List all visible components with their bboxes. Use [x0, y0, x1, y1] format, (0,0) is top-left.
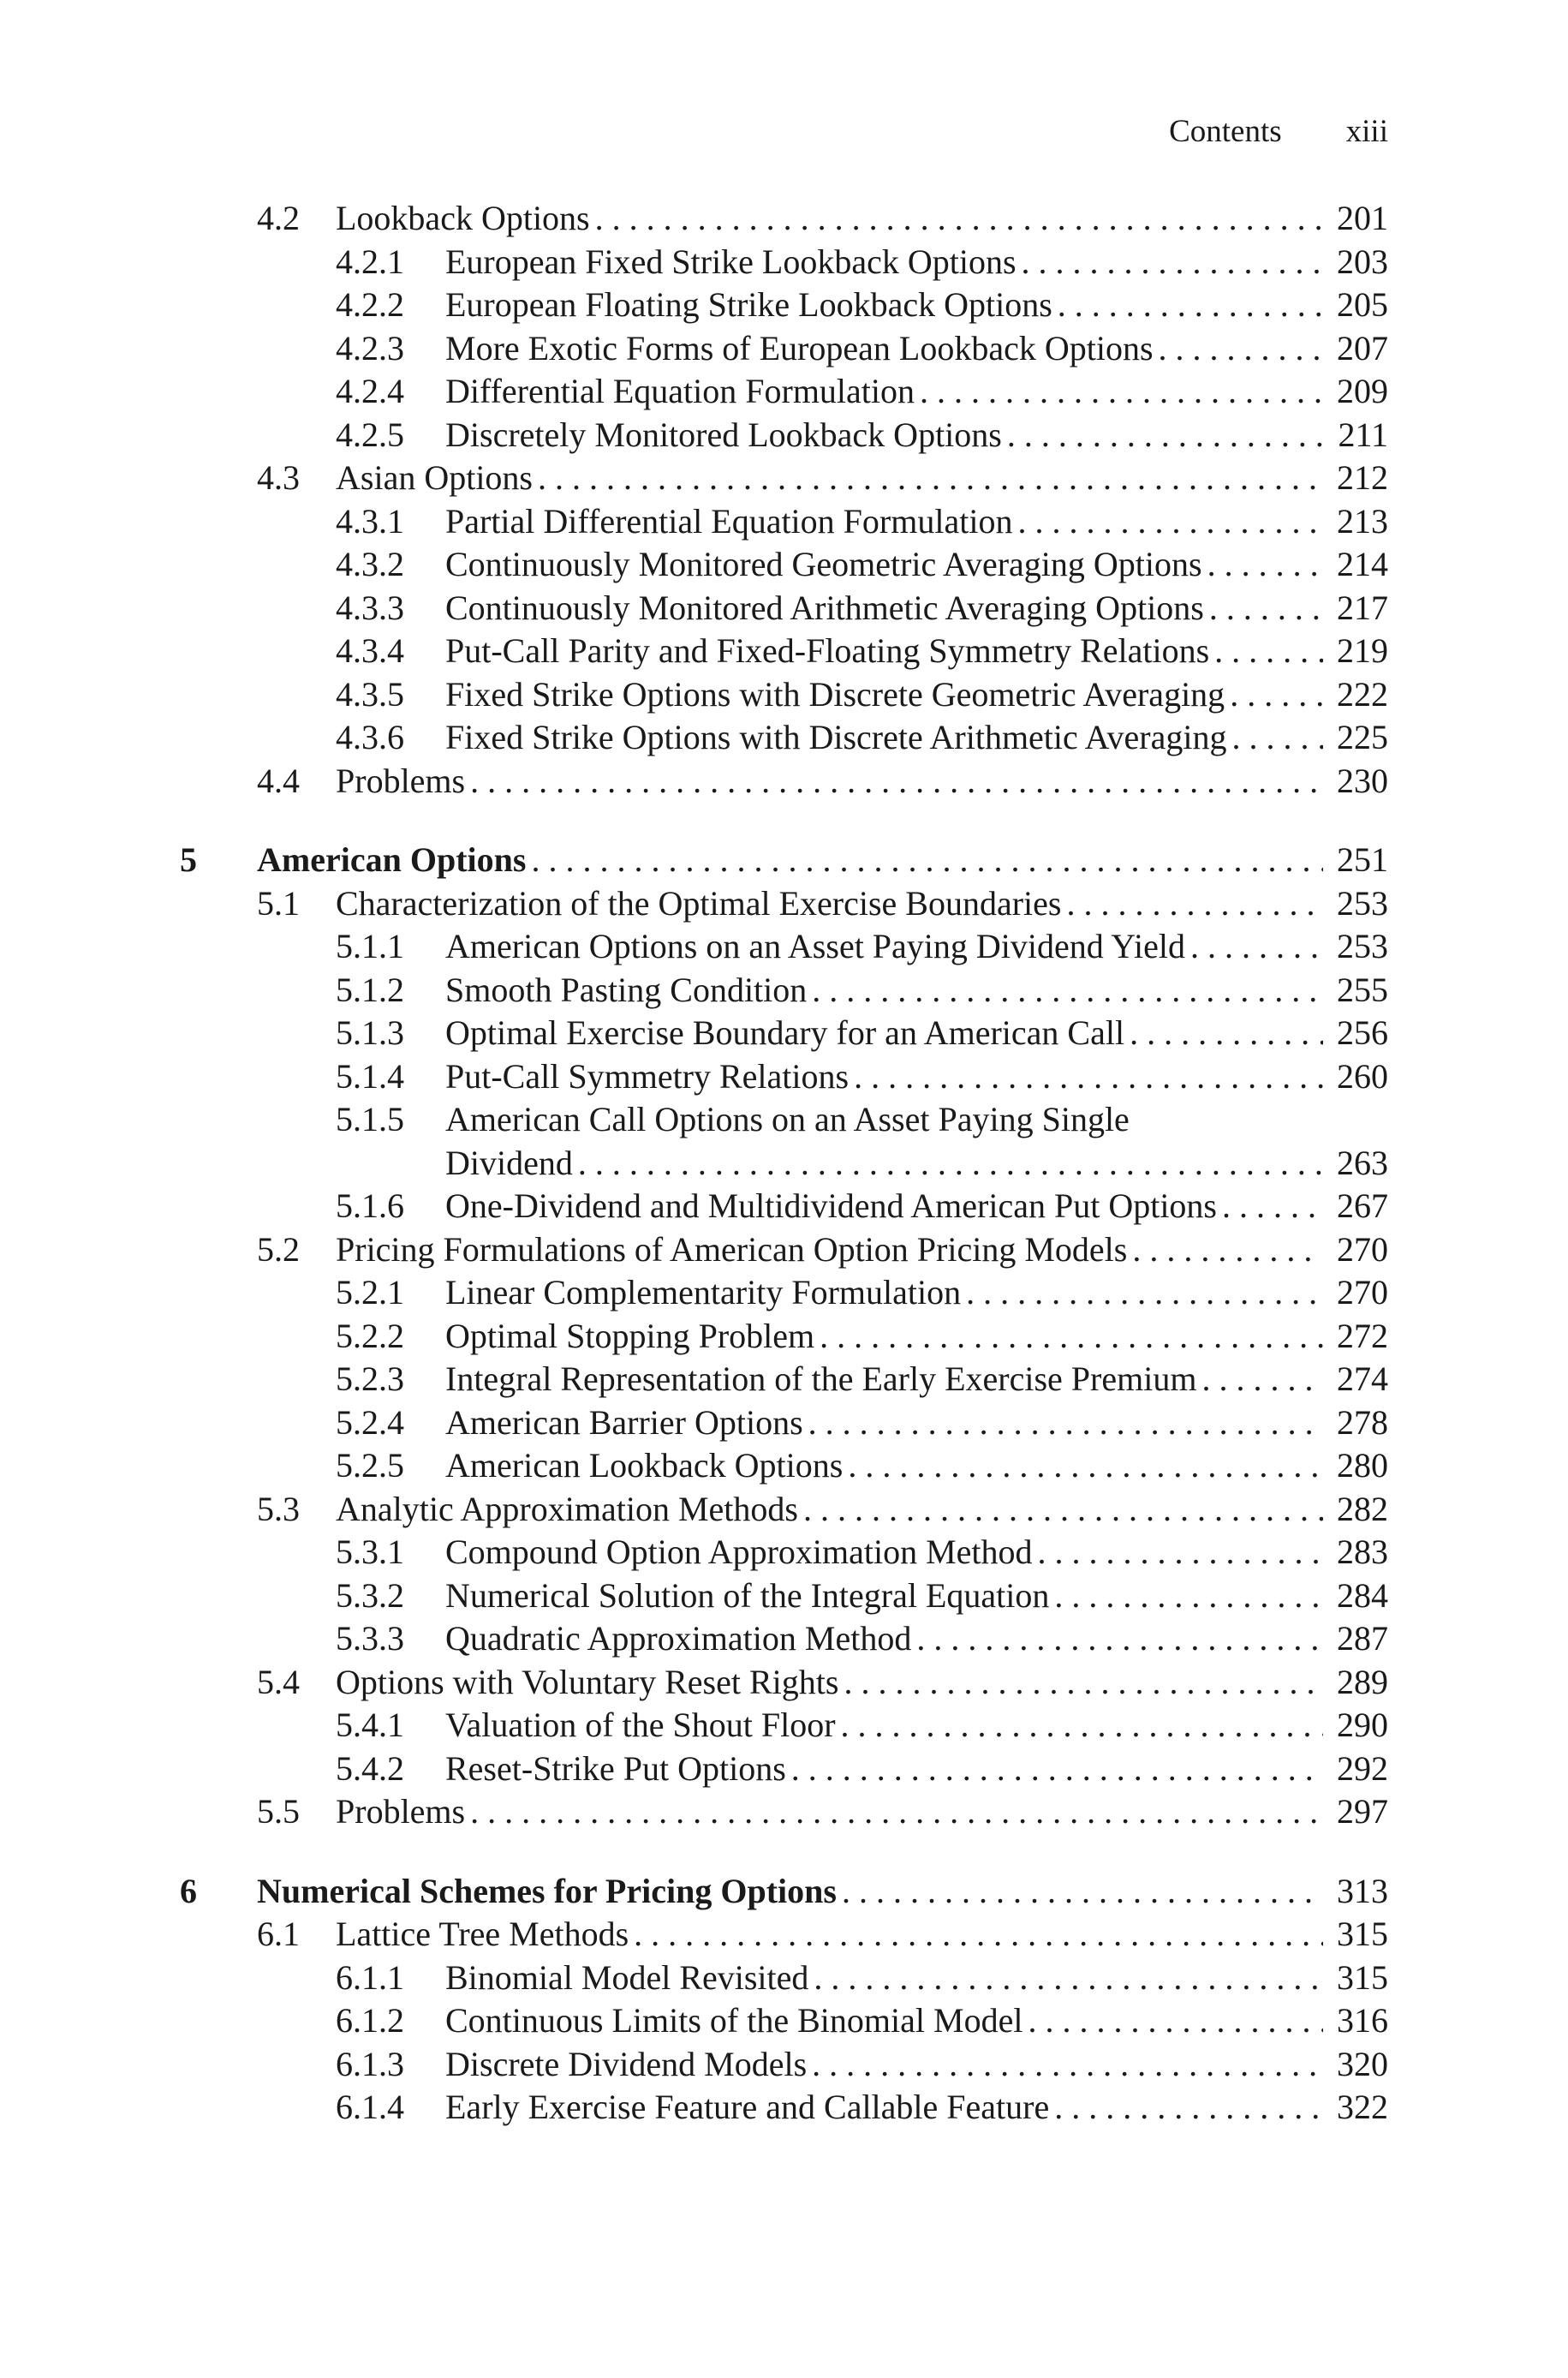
toc-entry-title: Differential Equation Formulation — [445, 372, 915, 410]
dot-leader — [1007, 414, 1323, 457]
toc-entry-title: Integral Representation of the Early Exercise Premium — [445, 1359, 1197, 1398]
toc-entry-number: 4.3.1 — [336, 501, 404, 541]
toc-entry[interactable] — [0, 969, 1568, 1012]
toc-entry-page: 292 — [1337, 1748, 1388, 1788]
toc-entry-page: 209 — [1337, 372, 1388, 410]
toc-entry-title: Binomial Model Revisited — [445, 1957, 809, 1997]
dot-leader — [1130, 1012, 1323, 1055]
toc-entry-title: Numerical Solution of the Integral Equation — [445, 1575, 1050, 1615]
dot-leader — [848, 1444, 1323, 1487]
toc-entry-title: Pricing Formulations of American Option Pricing Models — [336, 1229, 1128, 1269]
toc-entry[interactable] — [0, 1957, 1568, 1999]
dot-leader — [1230, 673, 1323, 716]
toc-entry-page: 212 — [1337, 458, 1388, 497]
toc-entry-number: 5.2 — [257, 1229, 300, 1269]
toc-entry-title: Lattice Tree Methods — [336, 1915, 629, 1953]
toc-entry-number: 6.1.1 — [336, 1957, 404, 1997]
dot-leader — [1022, 241, 1323, 284]
toc-entry-page: 289 — [1337, 1662, 1388, 1701]
toc-entry-page: 219 — [1337, 631, 1388, 670]
dot-leader — [854, 1055, 1323, 1098]
toc-entry-page: 278 — [1337, 1402, 1388, 1442]
dot-leader — [920, 370, 1323, 413]
dot-leader — [1054, 1574, 1323, 1617]
toc-entry[interactable] — [0, 1401, 1568, 1444]
dot-leader — [538, 457, 1323, 499]
toc-entry-page: 207 — [1337, 328, 1388, 367]
toc-entry-title: American Lookback Options — [445, 1446, 844, 1485]
toc-entry-title: Asian Options — [336, 458, 533, 497]
toc-entry-title: One-Dividend and Multidividend American Put Options — [445, 1186, 1217, 1225]
toc-entry-page: 270 — [1337, 1273, 1388, 1311]
toc-entry[interactable] — [0, 587, 1568, 630]
dot-leader — [814, 1957, 1323, 1999]
toc-entry[interactable] — [0, 1358, 1568, 1401]
toc-entry-title: Early Exercise Feature and Callable Feature — [445, 2088, 1050, 2126]
toc-entry[interactable] — [0, 760, 1568, 803]
toc-entry-page: 230 — [1337, 761, 1388, 800]
toc-entry-page: 272 — [1337, 1316, 1388, 1355]
dot-leader — [634, 1913, 1323, 1956]
toc-entry-page: 316 — [1337, 2001, 1388, 2040]
toc-entry-page: 282 — [1337, 1489, 1388, 1528]
toc-entry-page: 251 — [1337, 840, 1388, 879]
toc-entry-number: 5.3.2 — [336, 1575, 404, 1615]
toc-entry-number: 5.3 — [257, 1489, 300, 1528]
dot-leader — [470, 1790, 1323, 1833]
toc-entry-page: 313 — [1337, 1871, 1388, 1910]
toc-entry-title: Put-Call Symmetry Relations — [445, 1056, 850, 1096]
toc-entry[interactable] — [0, 414, 1568, 457]
dot-leader — [841, 1704, 1323, 1747]
dot-leader — [808, 1401, 1323, 1444]
toc-entry[interactable] — [0, 1315, 1568, 1358]
toc-entry-page: 255 — [1337, 970, 1388, 1009]
dot-leader — [842, 1870, 1323, 1913]
toc-entry-title: Optimal Stopping Problem — [445, 1316, 815, 1355]
toc-entry-number: 4.2.4 — [336, 372, 404, 410]
toc-entry-title: Fixed Strike Options with Discrete Arithmetic Averaging — [445, 718, 1227, 756]
toc-entry-page: 253 — [1337, 883, 1388, 923]
toc-entry[interactable] — [0, 543, 1568, 586]
toc-entry-page: 290 — [1337, 1706, 1388, 1744]
toc-entry-page: 201 — [1337, 199, 1388, 237]
dot-leader — [1190, 925, 1323, 968]
toc-entry-title-continued: Dividend — [445, 1143, 573, 1182]
toc-entry-page: 280 — [1337, 1446, 1388, 1485]
toc-entry-title: Partial Differential Equation Formulation — [445, 501, 1013, 541]
dot-leader — [1214, 630, 1323, 672]
toc-entry-number: 5.1.6 — [336, 1186, 404, 1225]
toc-entry-title: European Floating Strike Lookback Options — [445, 285, 1052, 324]
toc-entry[interactable] — [0, 1055, 1568, 1098]
toc-entry[interactable] — [0, 1913, 1568, 1956]
toc-entry-page: 260 — [1337, 1056, 1388, 1096]
toc-entry[interactable] — [0, 882, 1568, 925]
toc-entry-number: 5.2.1 — [336, 1273, 404, 1311]
toc-entry[interactable] — [0, 1617, 1568, 1660]
toc-entry-number: 5.1.2 — [336, 970, 404, 1009]
toc-entry-page: 322 — [1337, 2088, 1388, 2126]
toc-entry-page: 284 — [1337, 1575, 1388, 1615]
toc-entry-number: 4.3.5 — [336, 674, 404, 714]
toc-entry[interactable] — [0, 1185, 1568, 1228]
toc-entry-number: 4.2.3 — [336, 328, 404, 367]
toc-entry-title: American Options — [257, 840, 527, 879]
toc-entry-number: 5.1.3 — [336, 1013, 404, 1052]
toc-entry-page: 217 — [1337, 588, 1388, 627]
toc-entry-number: 5.2.3 — [336, 1359, 404, 1398]
toc-entry[interactable] — [0, 673, 1568, 716]
toc-entry-page: 225 — [1337, 718, 1388, 756]
dot-leader — [1066, 882, 1323, 925]
dot-leader — [844, 1661, 1323, 1704]
toc-entry-page: 222 — [1337, 674, 1388, 714]
toc-entry[interactable] — [0, 1870, 1568, 1913]
toc-entry-page: 203 — [1337, 242, 1388, 281]
toc-entry-title: Continuously Monitored Arithmetic Averaging Options — [445, 588, 1204, 627]
toc-entry-title: Analytic Approximation Methods — [336, 1489, 798, 1528]
toc-entry-title: Options with Voluntary Reset Rights — [336, 1662, 839, 1701]
toc-entry-page: 205 — [1337, 285, 1388, 324]
dot-leader — [1054, 2086, 1323, 2129]
toc-entry[interactable] — [0, 500, 1568, 543]
toc-entry-page: 283 — [1337, 1533, 1388, 1571]
toc-entry[interactable] — [0, 457, 1568, 499]
toc-entry-title: Problems — [336, 761, 466, 800]
toc-entry-number: 5.4.2 — [336, 1748, 404, 1788]
toc-entry-title: Put-Call Parity and Fixed-Floating Symmetry Relations — [445, 631, 1210, 670]
toc-entry-number: 4.3.2 — [336, 545, 404, 583]
toc-entry[interactable] — [0, 1228, 1568, 1271]
toc-entry[interactable] — [0, 197, 1568, 240]
toc-entry-title: European Fixed Strike Lookback Options — [445, 242, 1017, 281]
toc-entry-page: 315 — [1337, 1957, 1388, 1997]
dot-leader — [820, 1315, 1323, 1358]
toc-entry-number: 6.1.4 — [336, 2088, 404, 2126]
toc-entry[interactable] — [0, 630, 1568, 672]
header-page-number: xiii — [1345, 114, 1388, 149]
toc-entry-number: 5.3.3 — [336, 1619, 404, 1658]
toc-entry-number: 4.3.4 — [336, 631, 404, 670]
toc-entry-page: 263 — [1337, 1143, 1388, 1182]
dot-leader — [916, 1617, 1323, 1660]
toc-entry-number: 5.1.5 — [336, 1100, 404, 1138]
toc-entry-title: Fixed Strike Options with Discrete Geometric Averaging — [445, 674, 1225, 714]
toc-entry-number: 5.5 — [257, 1792, 300, 1831]
toc-entry-page: 297 — [1337, 1792, 1388, 1831]
dot-leader — [595, 197, 1323, 240]
toc-entry-title: Valuation of the Shout Floor — [445, 1706, 836, 1744]
dot-leader — [1132, 1228, 1323, 1271]
toc-entry-number: 5.2.2 — [336, 1316, 404, 1355]
toc-entry-number: 5.4 — [257, 1662, 300, 1701]
dot-leader — [812, 969, 1323, 1012]
toc-entry[interactable] — [0, 1790, 1568, 1833]
toc-entry[interactable] — [0, 716, 1568, 759]
dot-leader — [470, 760, 1323, 803]
toc-entry[interactable] — [0, 1704, 1568, 1747]
dot-leader — [1028, 1999, 1323, 2042]
toc-entry-title: Continuous Limits of the Binomial Model — [445, 2001, 1023, 2040]
toc-entry-page: 214 — [1337, 545, 1388, 583]
toc-entry-page: 287 — [1337, 1619, 1388, 1658]
toc-entry-number: 6 — [180, 1871, 197, 1910]
toc-entry[interactable] — [0, 1012, 1568, 1055]
toc-entry-number: 5.1.4 — [336, 1056, 404, 1096]
toc-entry-title: Linear Complementarity Formulation — [445, 1273, 962, 1311]
toc-entry-title: Smooth Pasting Condition — [445, 970, 808, 1009]
toc-entry-title: Continuously Monitored Geometric Averaging Options — [445, 545, 1202, 583]
toc-entry-page: 315 — [1337, 1915, 1388, 1953]
toc-entry-number: 4.2.2 — [336, 285, 404, 324]
dot-leader — [1207, 543, 1323, 586]
toc-entry-number: 5.3.1 — [336, 1533, 404, 1571]
toc-entry-page: 270 — [1337, 1229, 1388, 1269]
dot-leader — [531, 839, 1323, 881]
dot-leader — [1201, 1358, 1323, 1401]
toc-entry-title: Characterization of the Optimal Exercise Boundaries — [336, 883, 1062, 923]
toc-entry-number: 6.1 — [257, 1915, 300, 1953]
toc-entry-number: 6.1.3 — [336, 2044, 404, 2083]
toc-entry-page: 253 — [1337, 927, 1388, 965]
toc-entry-title: American Options on an Asset Paying Dividend Yield — [445, 927, 1185, 965]
toc-entry-number: 4.3 — [257, 458, 300, 497]
toc-entry-number: 4.2 — [257, 199, 300, 237]
header-section-title: Contents — [1169, 114, 1282, 149]
toc-entry-page: 256 — [1337, 1013, 1388, 1052]
dot-leader — [578, 1142, 1323, 1185]
dot-leader — [1017, 500, 1323, 543]
toc-entry-number: 4.3.6 — [336, 718, 404, 756]
toc-entry-title: Lookback Options — [336, 199, 590, 237]
toc-entry-number: 5 — [180, 840, 197, 879]
toc-entry[interactable] — [0, 1748, 1568, 1790]
toc-entry[interactable] — [0, 1444, 1568, 1487]
toc-entry-title: Reset-Strike Put Options — [445, 1748, 786, 1788]
toc-entry-number: 5.2.4 — [336, 1402, 404, 1442]
toc-entry-title: Problems — [336, 1792, 466, 1831]
toc-entry[interactable] — [0, 839, 1568, 881]
toc-entry-page: 267 — [1337, 1186, 1388, 1225]
toc-entry-number: 4.2.1 — [336, 242, 404, 281]
toc-entry[interactable] — [0, 2043, 1568, 2086]
toc-entry-number: 4.4 — [257, 761, 300, 800]
toc-entry-title: Discretely Monitored Lookback Options — [445, 415, 1002, 454]
dot-leader — [1231, 716, 1323, 759]
toc-entry-title: Numerical Schemes for Pricing Options — [257, 1871, 837, 1910]
dot-leader — [966, 1271, 1323, 1314]
toc-entry[interactable] — [0, 1531, 1568, 1574]
dot-leader — [791, 1748, 1323, 1790]
dot-leader — [1058, 284, 1323, 326]
dot-leader — [803, 1488, 1323, 1531]
toc-entry-page: 320 — [1337, 2044, 1388, 2083]
toc-entry-page: 211 — [1338, 415, 1388, 454]
dot-leader — [1209, 587, 1323, 630]
toc-entry-number: 5.2.5 — [336, 1446, 404, 1485]
toc-entry[interactable] — [0, 1661, 1568, 1704]
toc-entry-title: American Call Options on an Asset Paying Single — [445, 1100, 1130, 1138]
toc-entry-number: 6.1.2 — [336, 2001, 404, 2040]
dot-leader — [1222, 1185, 1323, 1228]
toc-entry-page: 213 — [1337, 501, 1388, 541]
toc-entry[interactable] — [0, 327, 1568, 370]
toc-entry[interactable] — [0, 1098, 1568, 1182]
toc-entry-title: Discrete Dividend Models — [445, 2044, 808, 2083]
toc-entry-title: Compound Option Approximation Method — [445, 1533, 1033, 1571]
toc-entry[interactable] — [0, 925, 1568, 968]
toc-entry-number: 5.4.1 — [336, 1706, 404, 1744]
toc-entry-title: Quadratic Approximation Method — [445, 1619, 912, 1658]
toc-entry-number: 5.1.1 — [336, 927, 404, 965]
toc-entry[interactable] — [0, 1999, 1568, 2042]
toc-entry[interactable] — [0, 1271, 1568, 1314]
toc-entry-page: 274 — [1337, 1359, 1388, 1398]
dot-leader — [1038, 1531, 1323, 1574]
dot-leader — [1159, 327, 1323, 370]
running-header — [1169, 113, 1388, 150]
toc-entry[interactable] — [0, 2086, 1568, 2129]
toc-entry[interactable] — [0, 1488, 1568, 1531]
toc-entry-number: 5.1 — [257, 883, 300, 923]
toc-entry[interactable] — [0, 1574, 1568, 1617]
toc-entry[interactable] — [0, 370, 1568, 413]
toc-entry-title: Optimal Exercise Boundary for an American Call — [445, 1013, 1125, 1052]
toc-entry-title: American Barrier Options — [445, 1402, 803, 1442]
dot-leader — [812, 2043, 1323, 2086]
toc-entry[interactable] — [0, 284, 1568, 326]
toc-entry[interactable] — [0, 241, 1568, 284]
toc-entry-number: 4.2.5 — [336, 415, 404, 454]
toc-entry-number: 4.3.3 — [336, 588, 404, 627]
toc-entry-title: More Exotic Forms of European Lookback Options — [445, 328, 1154, 367]
